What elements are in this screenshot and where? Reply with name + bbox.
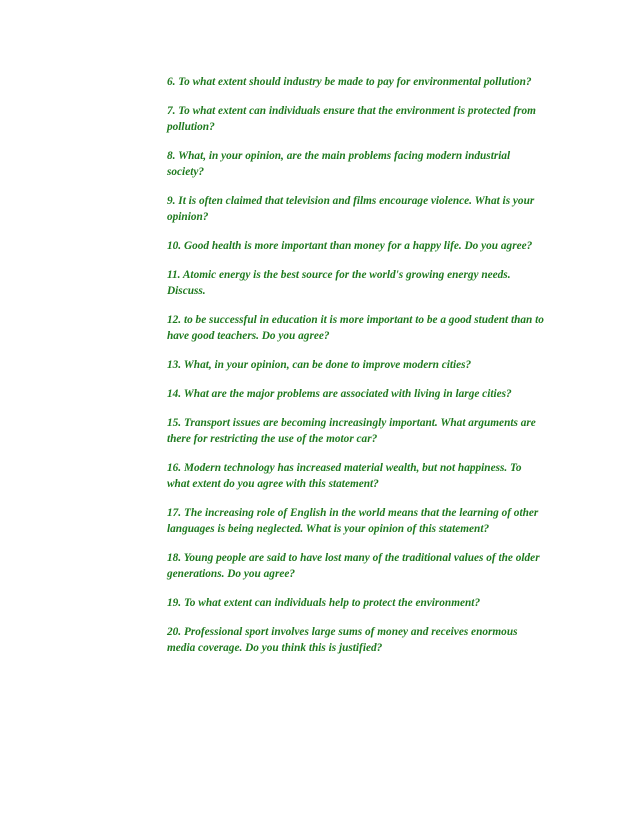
question-item: 9. It is often claimed that television and films encourage violence. What is your opinion? [167,195,535,223]
question-item: 11. Atomic energy is the best source for the world's growing energy needs. Discuss. [167,269,511,297]
question-item: 14. What are the major problems are associated with living in large cities? [167,388,512,400]
question-item: 12. to be successful in education it is more important to be a good student than to have good teachers. Do you agree? [167,314,544,342]
question-list [167,74,545,669]
question-item: 10. Good health is more important than money for a happy life. Do you agree? [167,240,533,252]
question-item: 13. What, in your opinion, can be done to improve modern cities? [167,359,472,371]
question-item: 7. To what extent can individuals ensure that the environment is protected from pollution? [167,105,536,133]
question-item: 18. Young people are said to have lost many of the traditional values of the older generations. Do you agree? [167,552,540,580]
question-item: 6. To what extent should industry be made to pay for environmental pollution? [167,76,532,88]
question-item: 8. What, in your opinion, are the main problems facing modern industrial society? [167,150,511,178]
question-item: 17. The increasing role of English in the world means that the learning of other languages is being neglected. What is your opinion of this statement? [167,507,539,535]
question-item: 16. Modern technology has increased material wealth, but not happiness. To what extent do you agree with this statement? [167,462,522,490]
question-item: 20. Professional sport involves large sums of money and receives enormous media coverage. Do you think this is justified? [167,626,518,654]
question-item: 19. To what extent can individuals help to protect the environment? [167,597,481,609]
question-item: 15. Transport issues are becoming increasingly important. What arguments are there for restricting the use of the motor car? [167,417,536,445]
